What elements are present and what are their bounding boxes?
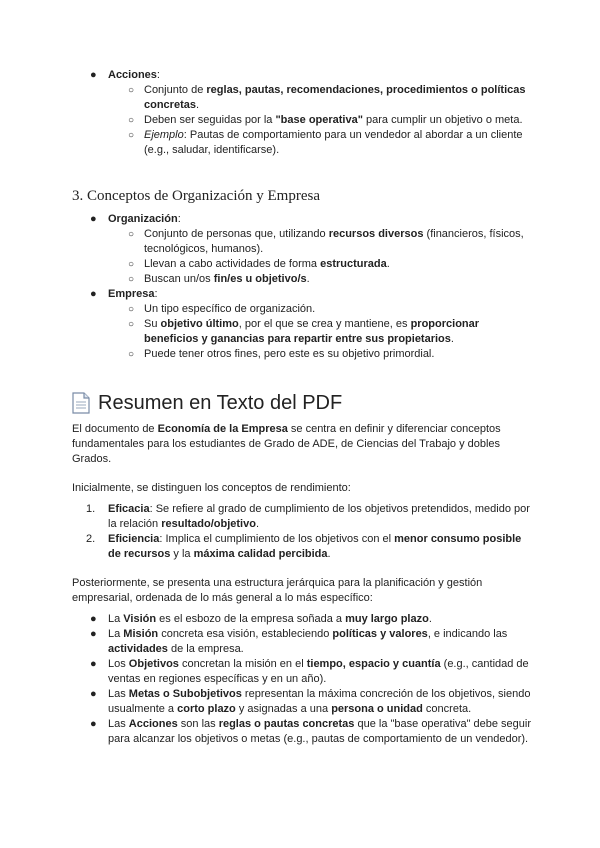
bullet-organizacion: ● Organización: xyxy=(90,213,181,225)
sub-bullet: ○ Buscan un/os fin/es u objetivo/s. xyxy=(128,273,310,285)
document-icon xyxy=(72,392,90,414)
bullet-dot: ● xyxy=(90,613,97,625)
list-item: ● Las Acciones son las reglas o pautas concretas que la "base operativa" debe seguir para alcanzar los objetivos o metas (e.g., pautas de comportamiento de un vendedor). xyxy=(90,718,532,745)
resumen-heading xyxy=(72,390,532,416)
sub-bullet: ○ Deben ser seguidas por la "base operativa" para cumplir un objetivo o meta. xyxy=(128,114,523,126)
bullet-dot: ● xyxy=(90,658,97,670)
sub-bullet: ○ Un tipo específico de organización. xyxy=(128,303,316,315)
sub-bullet: ○ Llevan a cabo actividades de forma estructurada. xyxy=(128,258,390,270)
bullet-circle: ○ xyxy=(128,229,135,240)
bullet-circle: ○ xyxy=(128,274,135,285)
bullet-dot: ● xyxy=(90,213,97,225)
bullet-circle: ○ xyxy=(128,259,135,270)
list-item: ● Los Objetivos concretan la misión en el tiempo, espacio y cuantía (e.g., cantidad de ventas en regiones específicas y en un año). xyxy=(90,658,529,685)
rendimiento-intro: Inicialmente, se distinguen los conceptos de rendimiento: xyxy=(72,482,351,494)
sub-bullet: ○ Ejemplo: Pautas de comportamiento para un vendedor al abordar a un cliente (e.g., saludar, identificarse). xyxy=(128,129,523,156)
bullet-empresa: ● Empresa: xyxy=(90,288,158,300)
bullet-dot: ● xyxy=(90,628,97,640)
sub-bullet: ○ Conjunto de personas que, utilizando recursos diversos (financieros, físicos, tecnológicos, humanos). xyxy=(128,228,524,255)
bullet-circle: ○ xyxy=(128,85,135,96)
numbered-item: 2. Eficiencia: Implica el cumplimiento de los objetivos con el menor consumo posible de recursos y la máxima calidad percibida. xyxy=(86,533,522,560)
bullet-circle: ○ xyxy=(128,349,135,360)
document-body xyxy=(72,68,532,747)
intro-paragraph: El documento de Economía de la Empresa se centra en definir y diferenciar conceptos fundamentales para los estudiantes de Grado de ADE, de Ciencias del Trabajo y dobles Grados. xyxy=(72,423,501,465)
bullet-circle: ○ xyxy=(128,304,135,315)
resumen-title: Resumen en Texto del PDF xyxy=(98,392,343,414)
list-item: ● La Misión concreta esa visión, estableciendo políticas y valores, e indicando las actividades de la empresa. xyxy=(90,628,508,655)
sub-bullet: ○ Su objetivo último, por el que se crea y mantiene, es proporcionar beneficios y ganancias para repartir entre sus propietarios. xyxy=(128,318,480,345)
bullet-dot: ● xyxy=(90,288,97,300)
numbered-item: 1. Eficacia: Se refiere al grado de cumplimiento de los objetivos pretendidos, medido por la relación resultado/objetivo. xyxy=(86,503,530,530)
bullet-dot: ● xyxy=(90,688,97,700)
bullet-dot: ● xyxy=(90,718,97,730)
bullet-circle: ○ xyxy=(128,115,135,126)
bullet-circle: ○ xyxy=(128,130,135,141)
list-item: ● Las Metas o Subobjetivos representan la máxima concreción de los objetivos, siendo usualmente a corto plazo y asignadas a una persona o unidad concreta. xyxy=(90,688,531,715)
bullet-dot: ● xyxy=(90,69,97,81)
acciones-label: Acciones xyxy=(108,69,157,81)
section-heading: 3. Conceptos de Organización y Empresa xyxy=(72,188,320,204)
bullet-acciones: ● Acciones: xyxy=(90,69,160,81)
list-item: ● La Visión es el esbozo de la empresa soñada a muy largo plazo. xyxy=(90,613,432,625)
sub-bullet: ○ Puede tener otros fines, pero este es su objetivo primordial. xyxy=(128,348,435,360)
bullet-circle: ○ xyxy=(128,319,135,330)
jerarquia-intro: Posteriormente, se presenta una estructura jerárquica para la planificación y gestión empresarial, ordenada de lo más general a lo más específico: xyxy=(72,577,483,604)
sub-bullet: ○ Conjunto de reglas, pautas, recomendaciones, procedimientos o políticas concretas. xyxy=(128,84,526,111)
